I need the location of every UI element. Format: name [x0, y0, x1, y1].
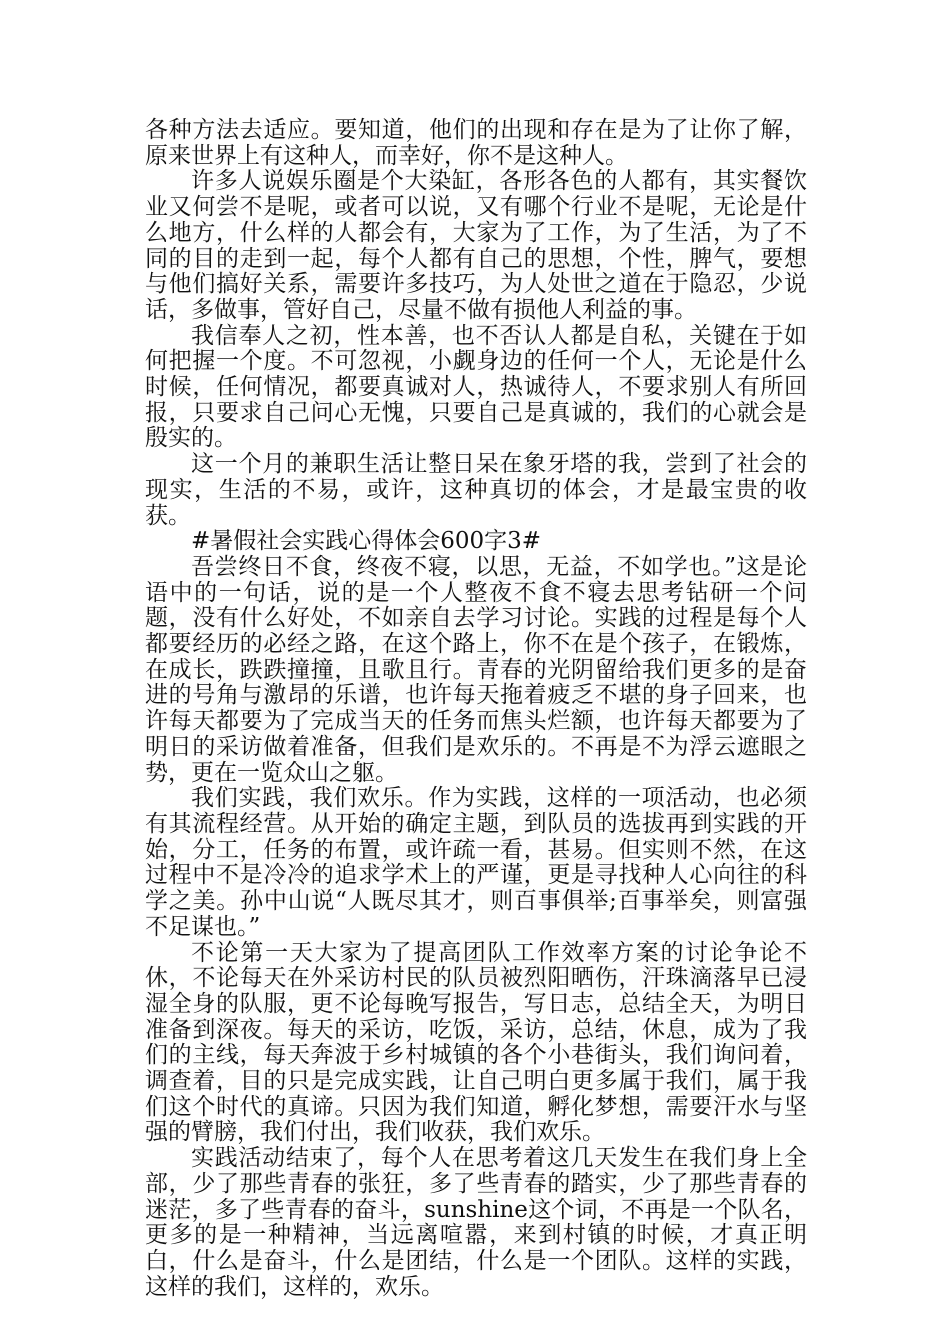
paragraph-6: 我们实践，我们欢乐。作为实践，这样的一项活动，也必须有其流程经营。从开始的确定主题，到队员的选拔再到实践的开始，分工，任务的布置，或许疏一看，甚易。但实则不然，在这过程中不是冷冷的追求学术上的严谨，更是寻找种人心向往的科学之美。孙中山说“人既尽其才，则百事俱举;百事举矣，则富强不足谋也。”: [145, 785, 807, 940]
document-page: [145, 118, 807, 1300]
paragraph-4: 这一个月的兼职生活让整日呆在象牙塔的我，尝到了社会的现实，生活的不易，或许，这种真切的体会，才是最宝贵的收获。: [145, 451, 807, 529]
paragraph-1: 各种方法去适应。要知道，他们的出现和存在是为了让你了解，原来世界上有这种人，而幸好，你不是这种人。: [145, 117, 807, 169]
paragraph-7: 不论第一天大家为了提高团队工作效率方案的讨论争论不休，不论每天在外采访村民的队员被烈阳晒伤，汗珠滴落早已浸湿全身的队服，更不论每晚写报告，写日志，总结全天，为明日准备到深夜。每天的采访，吃饭，采访，总结，休息，成为了我们的主线，每天奔波于乡村城镇的各个小巷街头，我们询问着，调查着，目的只是完成实践，让自己明白更多属于我们，属于我们这个时代的真谛。只因为我们知道，孵化梦想，需要汗水与坚强的臂膀，我们付出，我们收获，我们欢乐。: [145, 939, 807, 1146]
paragraph-5: 吾尝终日不食，终夜不寝，以思，无益，不如学也。”这是论语中的一句话，说的是一个人整夜不食不寝去思考钻研一个问题，没有什么好处，不如亲自去学习讨论。实践的过程是每个人都要经历的必经之路，在这个路上，你不在是个孩子，在锻炼，在成长，跌跌撞撞，且歌且行。青春的光阴留给我们更多的是奋进的号角与激昂的乐谱，也许每天拖着疲乏不堪的身子回来，也许每天都要为了完成当天的任务而焦头烂额，也许每天都要为了明日的采访做着准备，但我们是欢乐的。不再是不为浮云遮眼之势，更在一览众山之躯。: [145, 553, 807, 786]
paragraph-2: 许多人说娱乐圈是个大染缸，各形各色的人都有，其实餐饮业又何尝不是呢，或者可以说，又有哪个行业不是呢，无论是什么地方，什么样的人都会有，大家为了工作，为了生活，为了不同的目的走到一起，每个人都有自己的思想，个性，脾气，要想与他们搞好关系，需要许多技巧，为人处世之道在于隐忍，少说话，多做事，管好自己，尽量不做有损他人利益的事。: [145, 168, 807, 323]
paragraph-3: 我信奉人之初，性本善，也不否认人都是自私，关键在于如何把握一个度。不可忽视，小觑身边的任何一个人，无论是什么时候，任何情况，都要真诚对人，热诚待人，不要求别人有所回报，只要求自己问心无愧，只要自己是真诚的，我们的心就会是殷实的。: [145, 322, 807, 452]
paragraph-8: 实践活动结束了，每个人在思考着这几天发生在我们身上全部，少了那些青春的张狂，多了些青春的踏实，少了那些青春的迷茫，多了些青春的奋斗，sunshine这个词，不再是一个队名，更多的是一种精神，当远离喧嚣，来到村镇的时候，才真正明白，什么是奋斗，什么是团结，什么是一个团队。这样的实践，这样的我们，这样的，欢乐。: [145, 1145, 807, 1300]
section-heading: #暑假社会实践心得体会600字3#: [191, 528, 542, 555]
